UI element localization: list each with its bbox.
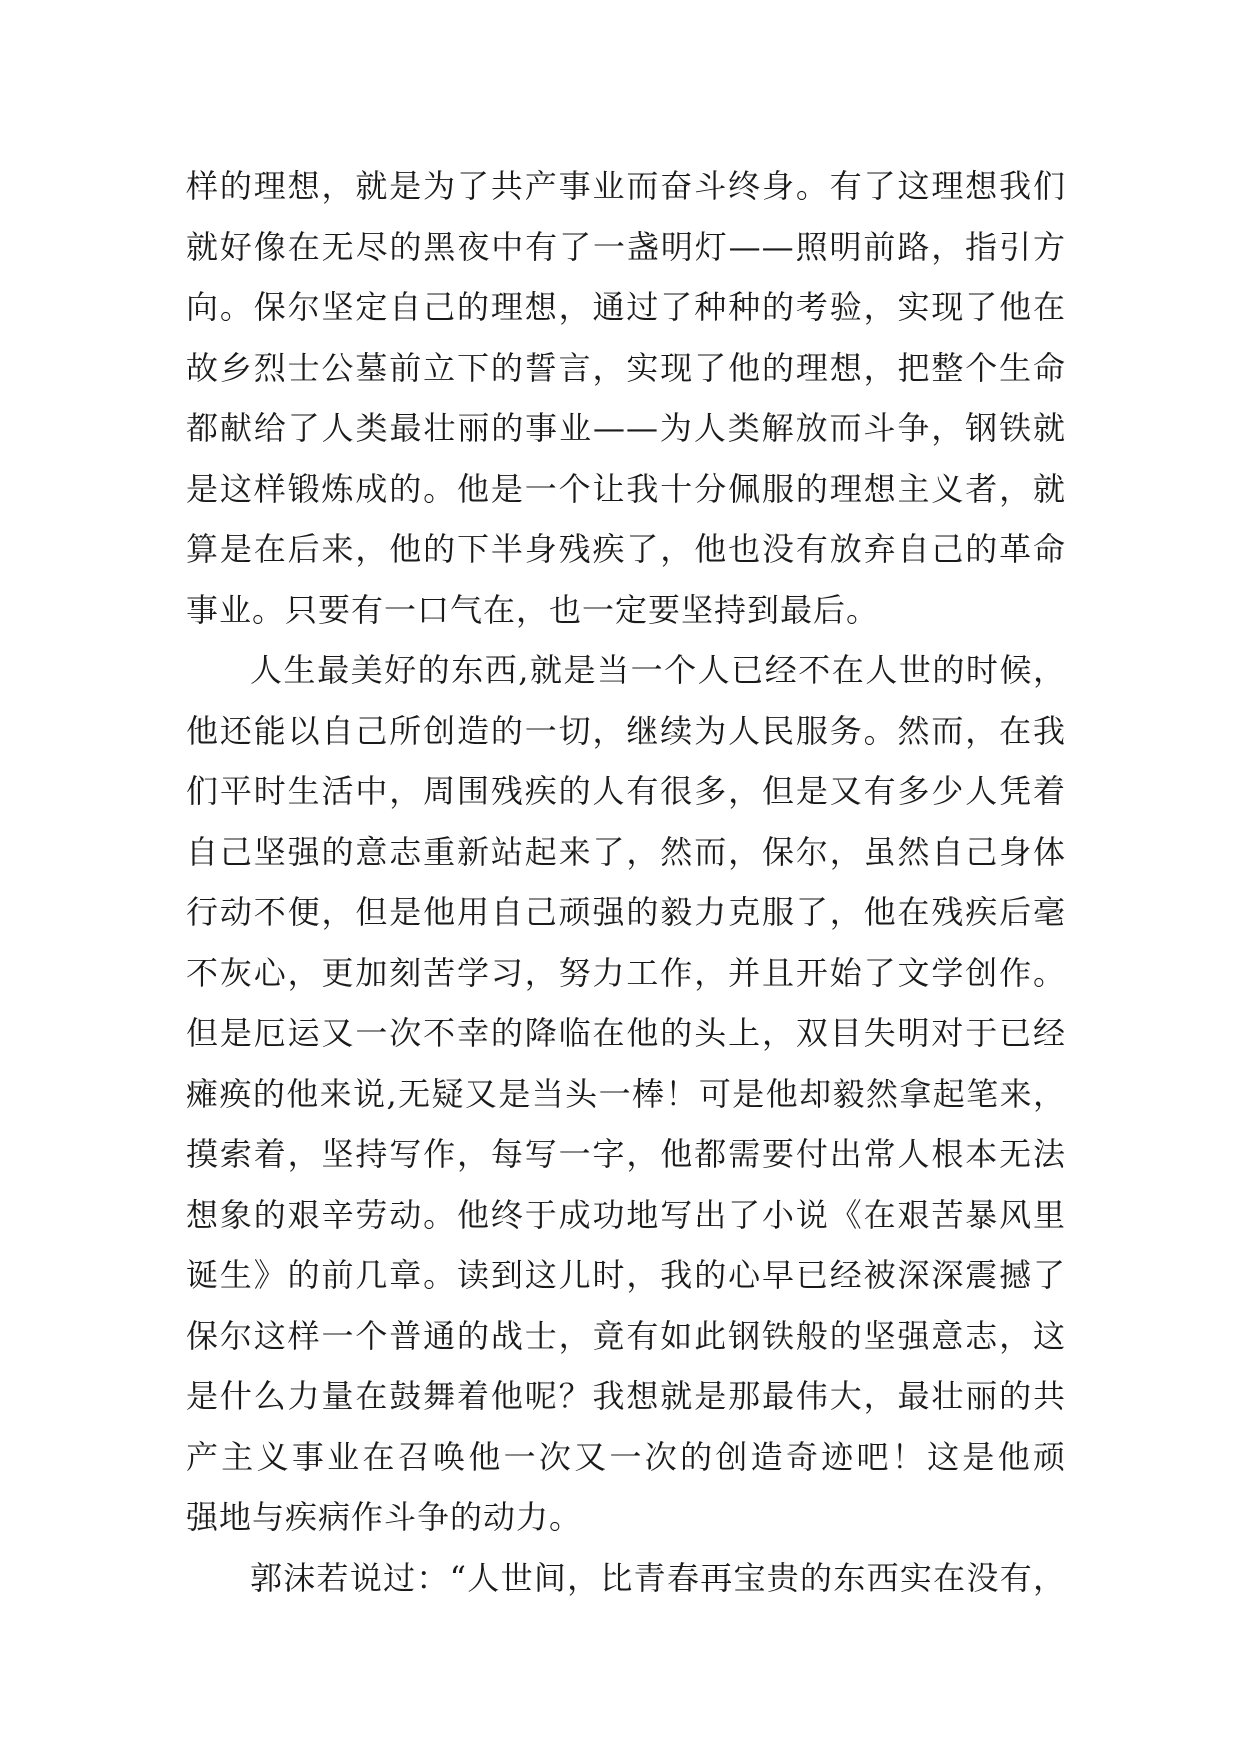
- text-line: 强地与疾病作斗争的动力。: [186, 1498, 583, 1536]
- text-line: 人生最美好的东西,就是当一个人已经不在人世的时候，: [250, 651, 1066, 689]
- text-line: 行动不便，但是他用自己顽强的毅力克服了，他在残疾后毫: [186, 893, 1066, 931]
- text-line: 不灰心，更加刻苦学习，努力工作，并且开始了文学创作。: [186, 953, 1066, 992]
- text-line: 想象的艰辛劳动。他终于成功地写出了小说《在艰苦暴风里: [186, 1195, 1066, 1234]
- text-line: 向。保尔坚定自己的理想，通过了种种的考验，实现了他在: [186, 288, 1066, 326]
- text-line: 自己坚强的意志重新站起来了，然而，保尔，虽然自己身体: [186, 832, 1066, 871]
- text-line: 样的理想，就是为了共产事业而奋斗终身。有了这理想我们: [186, 167, 1066, 205]
- text-line: 瘫痪的他来说,无疑又是当头一棒！可是他却毅然拿起笔来，: [186, 1074, 1066, 1113]
- text-line: 郭沫若说过：“人世间，比青春再宝贵的东西实在没有，: [250, 1558, 1066, 1597]
- text-line: 算是在后来，他的下半身残疾了，他也没有放弃自己的革命: [186, 530, 1066, 568]
- text-line: 是什么力量在鼓舞着他呢？我想就是那最伟大，最壮丽的共: [186, 1377, 1066, 1415]
- text-line: 都献给了人类最壮丽的事业——为人类解放而斗争，钢铁就: [186, 409, 1066, 447]
- text-line: 摸索着，坚持写作，每写一字，他都需要付出常人根本无法: [186, 1135, 1066, 1173]
- document-body-text: [186, 156, 1066, 1608]
- text-line: 故乡烈士公墓前立下的誓言，实现了他的理想，把整个生命: [186, 348, 1066, 387]
- text-line: 事业。只要有一口气在，也一定要坚持到最后。: [186, 590, 880, 629]
- text-line: 是这样锻炼成的。他是一个让我十分佩服的理想主义者，就: [186, 469, 1066, 508]
- text-line: 他还能以自己所创造的一切，继续为人民服务。然而，在我: [186, 711, 1066, 750]
- text-line: 产主义事业在召唤他一次又一次的创造奇迹吧！这是他顽: [186, 1437, 1066, 1476]
- text-line: 保尔这样一个普通的战士，竟有如此钢铁般的坚强意志，这: [186, 1316, 1066, 1355]
- text-line: 就好像在无尽的黑夜中有了一盏明灯——照明前路，指引方: [186, 227, 1066, 266]
- text-line: 诞生》的前几章。读到这儿时，我的心早已经被深深震撼了: [186, 1256, 1066, 1294]
- text-line: 们平时生活中，周围残疾的人有很多，但是又有多少人凭着: [186, 772, 1066, 810]
- text-line: 但是厄运又一次不幸的降临在他的头上，双目失明对于已经: [186, 1014, 1066, 1052]
